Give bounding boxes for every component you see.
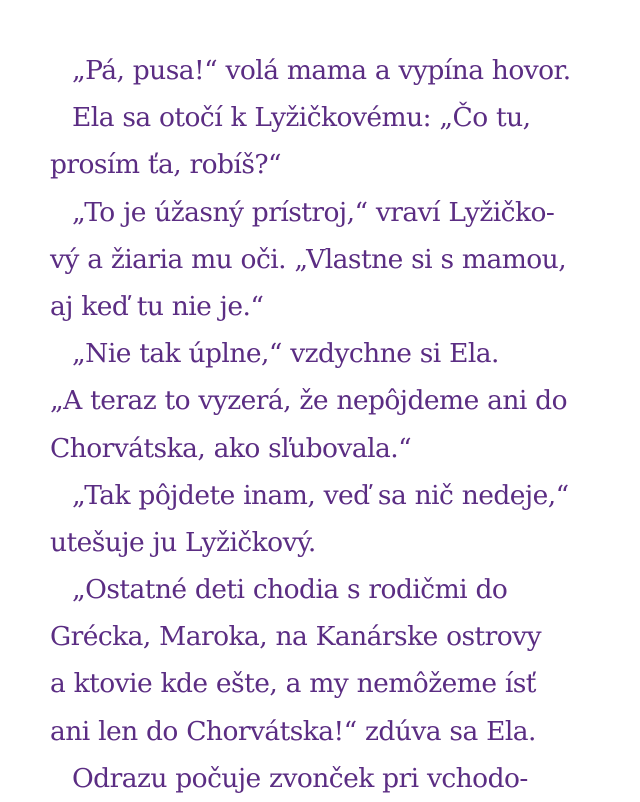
text-line: „Ostatné deti chodia s rodičmi do: [72, 574, 508, 606]
text-line: Odrazu počuje zvonček pri vchodo-: [72, 762, 528, 794]
story-text: [50, 47, 620, 802]
text-line: Grécka, Maroka, na Kanárske ostrovy: [50, 621, 542, 653]
text-line: ani len do Chorvátska!“ zdúva sa Ela.: [50, 715, 536, 747]
text-line: aj keď tu nie je.“: [50, 290, 264, 322]
text-line: a ktovie kde ešte, a my nemôžeme ísť: [50, 668, 536, 700]
text-line: Chorvátska, ako sľubovala.“: [50, 432, 412, 464]
text-line: prosím ťa, robíš?“: [50, 149, 282, 181]
text-line: „Nie tak úplne,“ vzdychne si Ela.: [72, 338, 499, 370]
text-line: utešuje ju Lyžičkový.: [50, 526, 316, 558]
text-line: „To je úžasný prístroj,“ vraví Lyžičko-: [72, 196, 555, 228]
text-line: Ela sa otočí k Lyžičkovému: „Čo tu,: [72, 102, 531, 134]
text-line: „A teraz to vyzerá, že nepôjdeme ani do: [50, 385, 567, 417]
text-line: „Pá, pusa!“ volá mama a vypína hovor.: [72, 55, 571, 86]
text-line: vý a žiaria mu oči. „Vlastne si s mamou,: [50, 243, 567, 275]
text-line: „Tak pôjdete inam, veď sa nič nedeje,“: [72, 479, 569, 511]
